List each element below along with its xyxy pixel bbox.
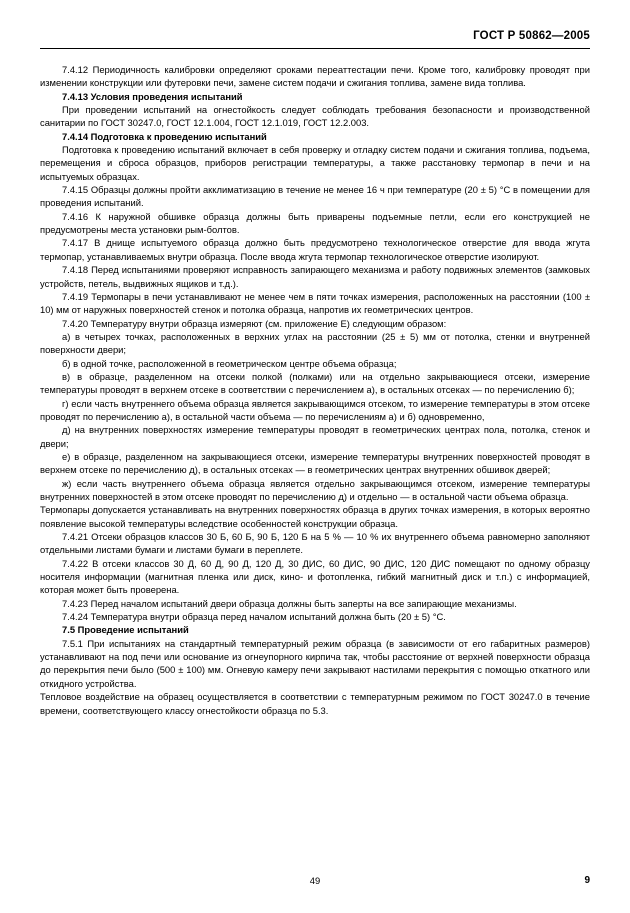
body-paragraph: 7.4.23 Перед началом испытаний двери образца должны быть заперты на все запирающие механизмы.	[62, 597, 517, 609]
header-divider	[40, 48, 590, 49]
body-paragraph: 7.4.17 В днище испытуемого образца должно быть предусмотрено технологическое отверстие для ввода жгута термопар, устанавливаемых внутри образца. После ввода жгута термопар технологическое отверстие изолируют.	[40, 237, 590, 262]
body-paragraph: 7.4.21 Отсеки образцов классов 30 Б, 60 Б, 90 Б, 120 Б на 5 % — 10 % их внутреннего объема равномерно заполняют отдельными листами бумаги и листами бумаги в переплете.	[40, 531, 590, 556]
body-paragraph: 7.4.16 К наружной обшивке образца должны быть приварены подъемные петли, если его конструкцией не предусмотрены места установки рым-болтов.	[40, 210, 590, 236]
section-heading: 7.4.14 Подготовка к проведению испытаний	[62, 130, 267, 142]
body-paragraph: в) в образце, разделенном на отсеки полкой (полками) или на отдельно закрывающиеся отсеки, измерение температуры проводят в верхнем отсеке в соответствии с перечислением а), в остальных отсеках — по перечислению б);	[40, 370, 590, 396]
footer-page-number-center: 49	[309, 875, 321, 886]
body-paragraph: Подготовка к проведению испытаний включает в себя проверку и отладку систем подачи и сжигания топлива, подъема, перемещения и сброса образцов, приборов регистрации температуры, а также расстановку термопар в печи и на испытуемых образцах.	[40, 144, 590, 182]
body-paragraph: 7.4.20 Температуру внутри образца измеряют (см. приложение Е) следующим образом:	[62, 317, 447, 329]
body-paragraph: 7.4.15 Образцы должны пройти акклиматизацию в течение не менее 16 ч при температуре (20 ± 5) °С в помещении для проведения испытаний.	[40, 184, 590, 209]
body-paragraph: При проведении испытаний на огнестойкость следует соблюдать требования безопасности и производственной санитарии по ГОСТ 30247.0, ГОСТ 12.1.004, ГОСТ 12.1.019, ГОСТ 12.2.003.	[40, 104, 590, 129]
section-heading: 7.5 Проведение испытаний	[62, 624, 189, 636]
body-paragraph: 7.4.18 Перед испытаниями проверяют исправность запирающего механизма и работу подвижных элементов (замковых устройств, петель, выдвижных ящиков и т.д.).	[40, 264, 590, 289]
body-paragraph: Термопары допускается устанавливать на внутренних поверхностях образца в других точках измерения, в которых вероятно появление высокой температуры вследствие особенностей конструкции образца.	[40, 504, 590, 529]
standard-header: ГОСТ Р 50862—2005	[473, 30, 590, 42]
body-paragraph: 7.4.19 Термопары в печи устанавливают не менее чем в пяти точках измерения, расположенных на расстоянии (100 ± 10) мм от наружных поверхностей стенок и потолка образца, напротив их геометрических центров.	[40, 290, 590, 316]
section-heading: 7.4.13 Условия проведения испытаний	[62, 90, 243, 102]
body-paragraph: ж) если часть внутреннего объема образца является отдельно закрывающимся отсеком, измерение температуры внутренних поверхностей в этом отсеке проводят по перечислению д) и отдельно — в остальной части объема образца.	[40, 477, 590, 502]
body-paragraph: 7.4.22 В отсеки классов 30 Д, 60 Д, 90 Д, 120 Д, 30 ДИС, 60 ДИС, 90 ДИС, 120 ДИС помещают по одному образцу носителя информации (магнитная пленка или диск, кино- и фотопленка, гибкий магнитный диск и т.п.) с информацией, которая может быть проверена.	[40, 557, 590, 596]
body-paragraph: 7.4.24 Температура внутри образца перед началом испытаний должна быть (20 ± 5) °С.	[62, 611, 446, 623]
body-paragraph: 7.5.1 При испытаниях на стандартный температурный режим образца (в зависимости от его габаритных размеров) устанавливают на под печи или основание из огнеупорного кирпича так, чтобы расстояние от верхней поверхности образца до перекрытия печи было (500 ± 100) мм. Огневую камеру печи закрывают настилами перекрытия с помощью откатного или откидного устройства.	[40, 637, 590, 689]
body-paragraph: б) в одной точке, расположенной в геометрическом центре объема образца;	[62, 357, 397, 369]
body-paragraph: 7.4.12 Периодичность калибровки определяют сроками переаттестации печи. Кроме того, калибровку проводят при изменении конструкции или футеровки печи, замене систем подачи и сжигания топлива, замене вида топлива.	[40, 64, 590, 89]
document-body	[40, 63, 590, 717]
footer-page-number-right: 9	[584, 875, 590, 886]
body-paragraph: г) если часть внутреннего объема образца является закрывающимся отсеком, то измерение температуры в этом отсеке проводят по перечислению а), в остальной части объема — по перечислениям а) и б) одновременно,	[40, 397, 590, 422]
body-paragraph: д) на внутренних поверхностях измерение температуры проводят в геометрических центрах пола, потолка, стенок и двери;	[40, 424, 590, 449]
body-paragraph: е) в образце, разделенном на закрывающиеся отсеки, измерение температуры внутренних поверхностей проводят в верхнем отсеке по перечислению д), в остальных отсеках — в геометрических центрах внутренних обшивок дверей;	[40, 450, 590, 476]
body-paragraph: Тепловое воздействие на образец осуществляется в соответствии с температурным режимом по ГОСТ 30247.0 в течение времени, соответствующего классу огнестойкости образца по 5.3.	[40, 691, 590, 716]
body-paragraph: а) в четырех точках, расположенных в верхних углах на расстоянии (25 ± 5) мм от потолка, стенки и внутренней поверхности двери;	[40, 330, 590, 356]
